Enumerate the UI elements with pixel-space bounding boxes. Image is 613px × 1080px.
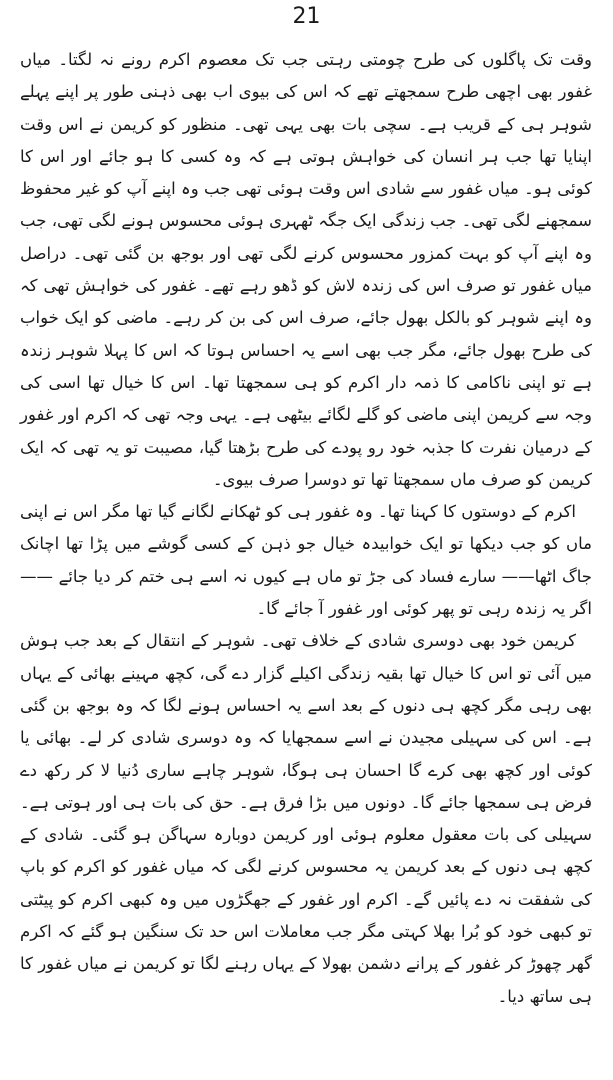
paragraph: اکرم کے دوستوں کا کہنا تھا۔ وہ غفور ہی کو ٹھکانے لگانے گیا تھا مگر اس نے اپنی ماں کو جب دیکھا تو ایک خوابیدہ خیال جو ذہن کے کسی گوشے میں پڑا تھا اچانک جاگ اٹھا—— سارے فساد کی جڑ تو ماں ہے کیوں نہ اسے ہی ختم کر دیا جائے —— اگر یہ زندہ رہی تو پھر کوئی اور غفور آ جائے گا۔ (20, 502, 592, 619)
paragraph: کریمن خود بھی دوسری شادی کے خلاف تھی۔ شوہر کے انتقال کے بعد جب ہوش میں آئی تو اس کا خیال تھا بقیہ زندگی اکیلے گزار دے گی، کچھ مہینے بھائی کے یہاں بھی رہی مگر کچھ ہی دنوں کے بعد اسے یہ احساس ہونے لگا کہ وہ بوجھ بن گئی ہے۔ اس کی سہیلی مجیدن نے اسے سمجھایا کہ وہ دوسری شادی کر لے۔ بھائی یا کوئی اور کچھ بھی کرے گا احسان ہی ہوگا، شوہر چاہے ساری دُنیا لا کر رکھ دے فرض ہی سمجھا جائے گا۔ دونوں میں بڑا فرق ہے۔ حق کی بات ہی اور ہوتی ہے۔ سہیلی کی بات معقول معلوم ہوئی اور کریمن دوبارہ سہاگن ہو گئی۔ شادی کے کچھ ہی دنوں کے بعد کریمن یہ محسوس کرنے لگی کہ میاں غفور کو اکرم کو باپ کی شفقت نہ دے پائیں گے۔ اکرم اور غفور کے جھگڑوں میں وہ کبھی اکرم کو پیٹتی تو کبھی خود کو بُرا بھلا کہتی مگر جب معاملات اس حد تک سنگین ہو گئے کہ اکرم گھر چھوڑ کر غفور کے پرانے دشمن بھولا کے یہاں رہنے لگا تو کریمن نے میاں غفور کا ہی ساتھ دیا۔ (20, 631, 592, 1006)
body-text (20, 44, 592, 1013)
paragraph: وقت تک پاگلوں کی طرح چومتی رہتی جب تک معصوم اکرم رونے نہ لگتا۔ میاں غفور بھی اچھی طرح سمجھتے تھے کہ اس کی بیوی اب بھی ذہنی طور پر اپنے پہلے شوہر ہی کے قریب ہے۔ سچی بات بھی یہی تھی۔ منظور کو کریمن نے اس وقت اپنایا تھا جب ہر انسان کی خواہش ہوتی ہے کہ وہ کسی کا ہو جائے اور اس کا کوئی ہو۔ میاں غفور سے شادی اس وقت ہوئی تھی جب وہ اپنے آپ کو غیر محفوظ سمجھنے لگی تھی۔ جب زندگی ایک جگہ ٹھہری ہوئی محسوس ہونے لگی تھی، جب وہ اپنے آپ کو بہت کمزور محسوس کرنے لگی تھی اور بوجھ بن گئی تھی۔ دراصل میاں غفور تو صرف اس کی زندہ لاش کو ڈھو رہے تھے۔ غفور کی خواہش تھی کہ وہ اپنے شوہر کو بالکل بھول جائے، صرف اس کی بن کر رہے۔ ماضی کو ایک خواب کی طرح بھول جائے، مگر جب بھی اسے یہ احساس ہوتا کہ اس کا پہلا شوہر زندہ ہے تو اپنی ناکامی کا ذمہ دار اکرم کو ہی سمجھتا تھا۔ اس کا خیال تھا اسی کی وجہ سے کریمن اپنی ماضی کو گلے لگائے بیٹھی ہے۔ یہی وجہ تھی کہ اکرم اور غفور کے درمیان نفرت کا جذبہ خود رو پودے کی طرح بڑھتا گیا، مصیبت تو یہ تھی کہ ایک کریمن کو صرف ماں سمجھتا تھا تو دوسرا صرف بیوی۔ (20, 50, 592, 489)
page-number: 21 (292, 4, 321, 29)
